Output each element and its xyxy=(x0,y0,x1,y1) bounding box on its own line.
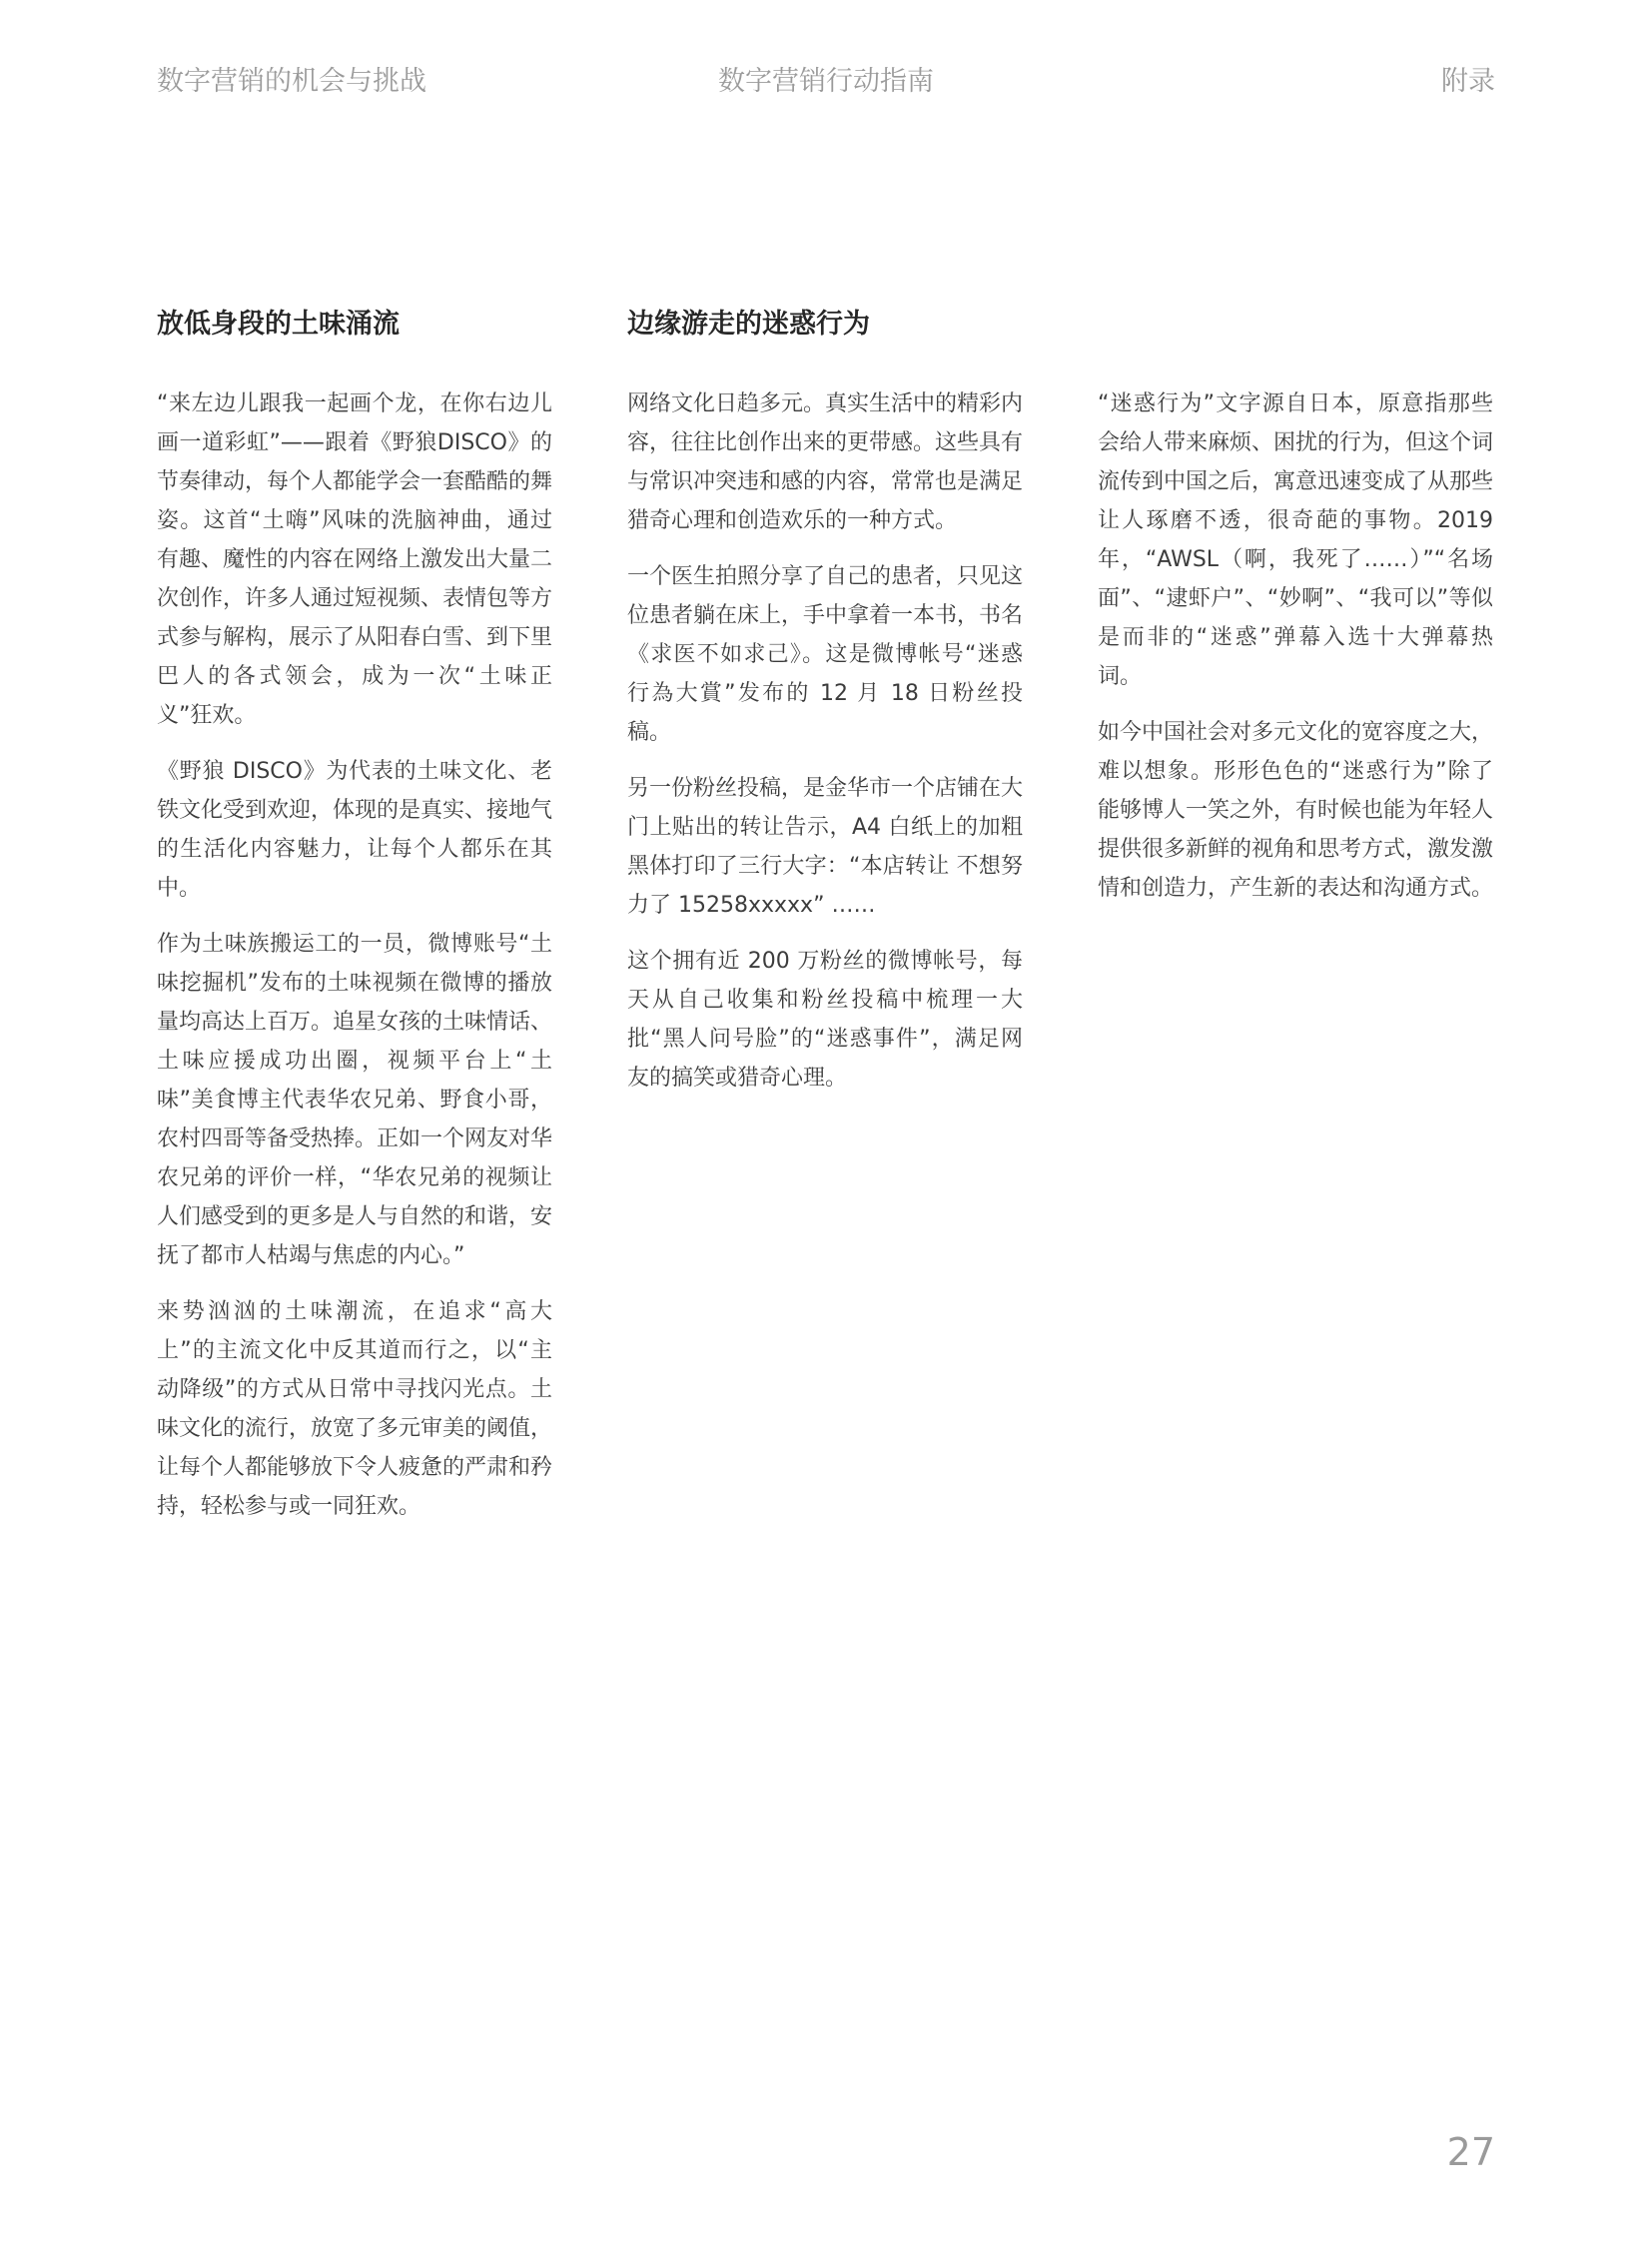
column-1-title: 放低身段的土味涌流 xyxy=(157,309,400,340)
column-2-paragraph-2: 一个医生拍照分享了自己的患者，只见这位患者躺在床上，手中拿着一本书，书名《求医不如求己》。这是微博帐号“迷惑行為大賞”发布的 12 月 18 日粉丝投稿。 xyxy=(627,564,1024,745)
column-1-paragraph-4: 来势汹汹的土味潮流，在追求“高大上”的主流文化中反其道而行之，以“主动降级”的方式从日常中寻找闪光点。土味文化的流行，放宽了多元审美的阈值，让每个人都能够放下令人疲惫的严肃和矜持，轻松参与或一同狂欢。 xyxy=(157,1299,553,1519)
header-section-left: 数字营销的机会与挑战 xyxy=(157,66,426,97)
column-2-paragraph-3: 另一份粉丝投稿，是金华市一个店铺在大门上贴出的转让告示，A4 白纸上的加粗黑体打印了三行大字：“本店转让 不想努力了 15258xxxxx” …… xyxy=(627,776,1024,918)
column-2-paragraph-4: 这个拥有近 200 万粉丝的微博帐号，每天从自己收集和粉丝投稿中梳理一大批“黑人问号脸”的“迷惑事件”，满足网友的搞笑或猎奇心理。 xyxy=(627,949,1023,1091)
header-section-right: 附录 xyxy=(1441,66,1495,97)
header-section-center: 数字营销行动指南 xyxy=(718,66,934,97)
column-1-paragraph-1: “来左边儿跟我一起画个龙，在你右边儿画一道彩虹”——跟着《野狼DISCO》的节奏律动，每个人都能学会一套酷酷的舞姿。这首“土嗨”风味的洗脑神曲，通过有趣、魔性的内容在网络上激发出大量二次创作，许多人通过短视频、表情包等方式参与解构，展示了从阳春白雪、到下里巴人的各式领会，成为一次“土味正义”狂欢。 xyxy=(157,391,553,728)
column-2 xyxy=(627,305,1023,1115)
column-1-paragraph-3: 作为土味族搬运工的一员，微博账号“土味挖掘机”发布的土味视频在微博的播放量均高达上百万。追星女孩的土味情话、土味应援成功出圈，视频平台上“土味”美食博主代表华农兄弟、野食小哥，农村四哥等备受热捧。正如一个网友对华农兄弟的评价一样，“华农兄弟的视频让人们感受到的更多是人与自然的和谐，安抚了都市人枯竭与焦虑的内心。” xyxy=(157,932,553,1268)
column-3-spacer xyxy=(1098,305,1493,384)
column-3-paragraph-2: 如今中国社会对多元文化的宽容度之大，难以想象。形形色色的“迷惑行为”除了能够博人一笑之外，有时候也能为年轻人提供很多新鲜的视角和思考方式，激发激情和创造力，产生新的表达和沟通方式。 xyxy=(1098,720,1494,901)
column-3-paragraph-1: “迷惑行为”文字源自日本，原意指那些会给人带来麻烦、困扰的行为，但这个词流传到中国之后，寓意迅速变成了从那些让人琢磨不透，很奇葩的事物。2019 年，“AWSL（啊，我死了……）”“名场面”、“逮虾户”、“妙啊”、“我可以”等似是而非的“迷惑”弹幕入选十大弹幕热词。 xyxy=(1098,391,1494,689)
page-number: 27 xyxy=(1446,2130,1495,2174)
column-1-paragraph-2: 《野狼 DISCO》为代表的土味文化、老铁文化受到欢迎，体现的是真实、接地气的生活化内容魅力，让每个人都乐在其中。 xyxy=(157,759,553,901)
column-3 xyxy=(1098,305,1493,925)
column-2-paragraph-1: 网络文化日趋多元。真实生活中的精彩内容，往往比创作出来的更带感。这些具有与常识冲突违和感的内容，常常也是满足猎奇心理和创造欢乐的一种方式。 xyxy=(627,391,1024,533)
column-1 xyxy=(157,305,552,1543)
column-2-title: 边缘游走的迷惑行为 xyxy=(627,309,870,340)
